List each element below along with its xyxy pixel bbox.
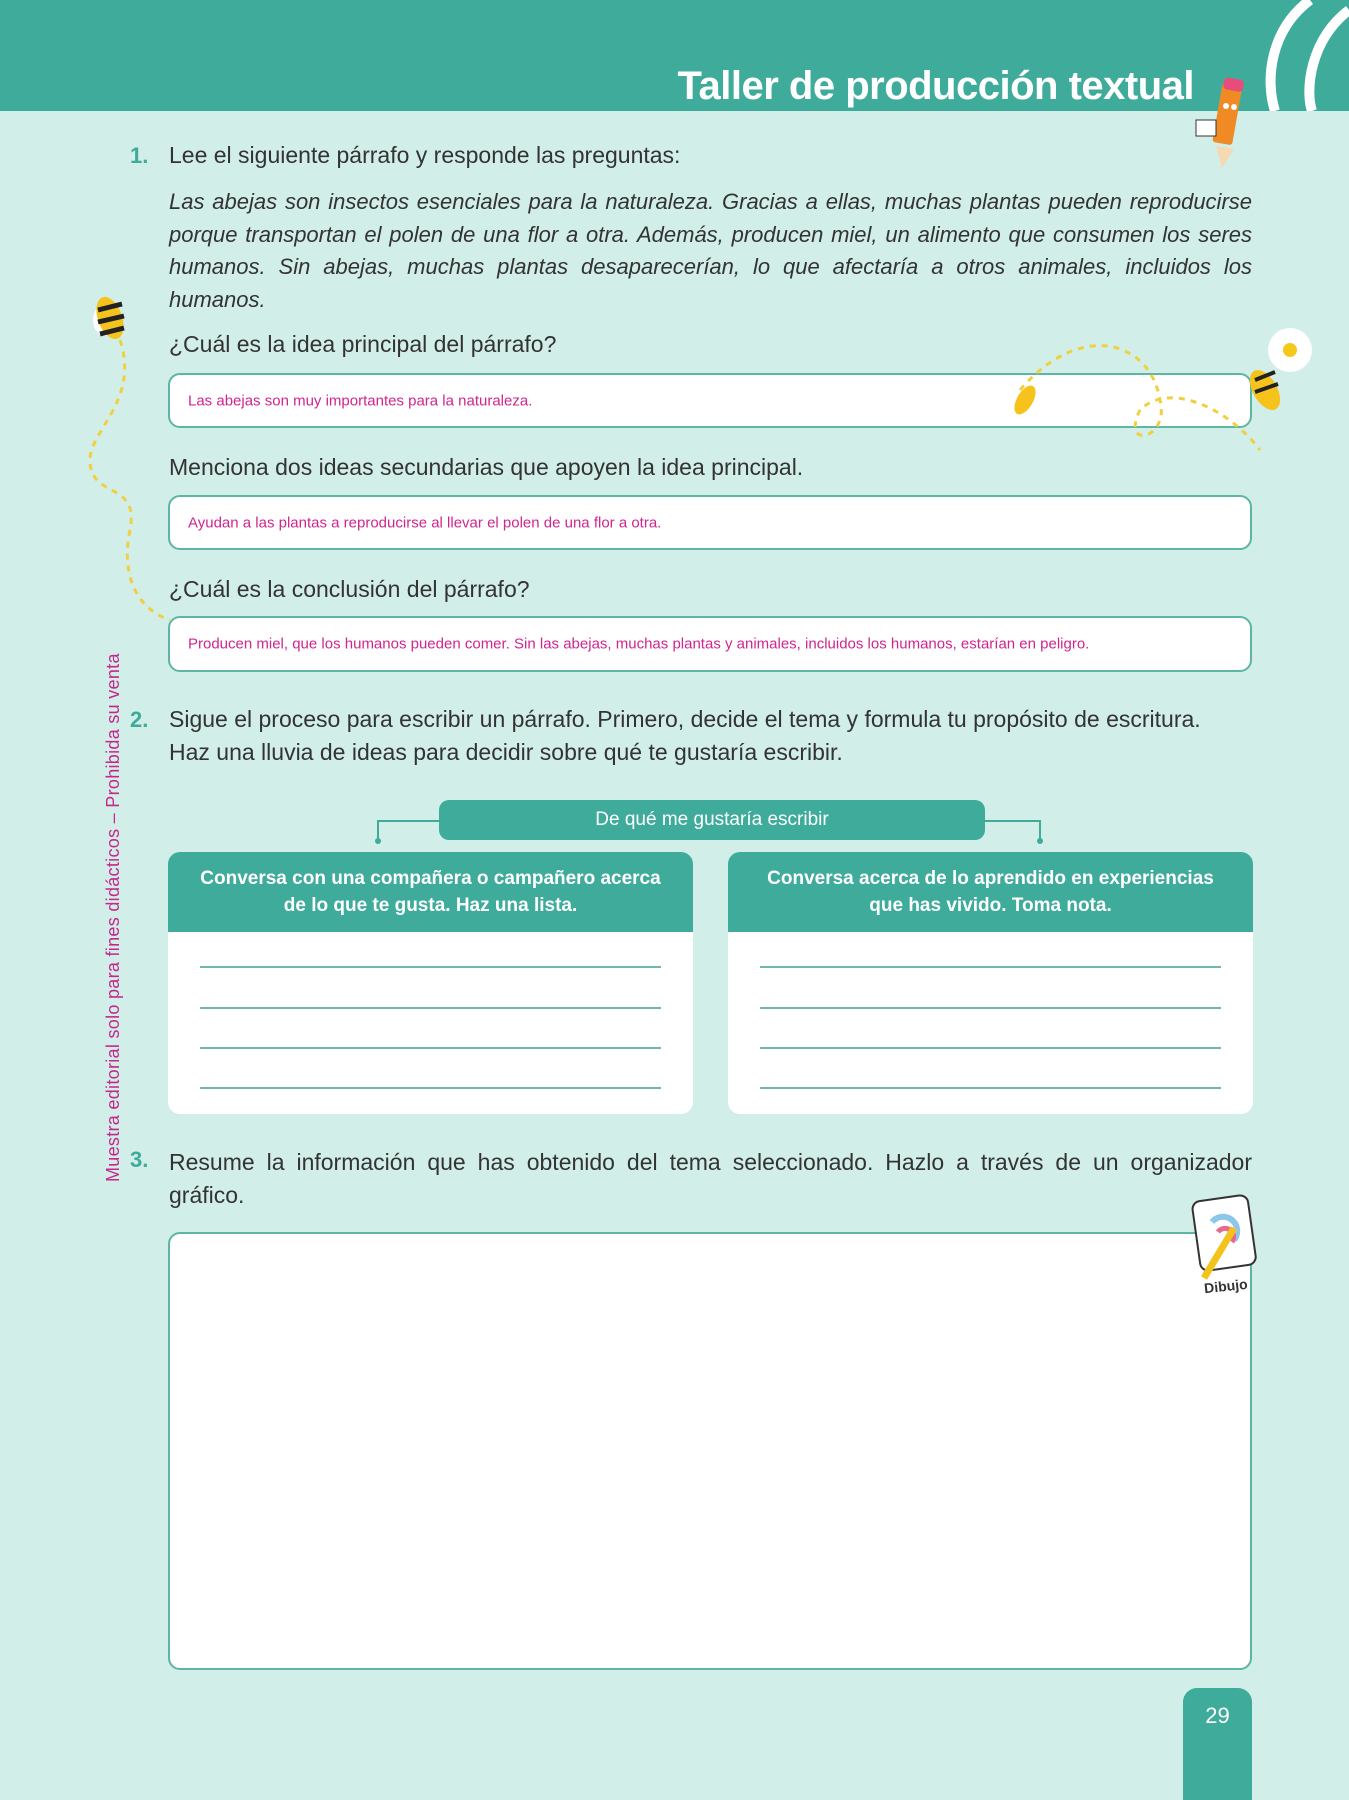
card-heading: Conversa con una compañera o campañero acerca de lo que te gusta. Haz una lista. — [168, 852, 693, 932]
side-notice: Muestra editorial solo para fines didácticos – Prohibida su venta — [103, 653, 123, 1182]
instruction: Sigue el proceso para escribir un párrafo. Primero, decide el tema y formula tu propósito de escritura. — [169, 706, 1201, 732]
organizer-title: De qué me gustaría escribir — [439, 800, 985, 840]
answer-text: Ayudan a las plantas a reproducirse al llevar el polen de una flor a otra. — [188, 514, 662, 531]
instruction: Haz una lluvia de ideas para decidir sobre qué te gustaría escribir. — [169, 739, 843, 765]
answer-field[interactable] — [168, 495, 1252, 550]
instruction: Lee el siguiente párrafo y responde las preguntas: — [169, 142, 681, 168]
brainstorm-card-left — [168, 852, 693, 1114]
writing-line[interactable] — [200, 1087, 661, 1089]
drawing-icon — [1184, 1192, 1264, 1282]
graphic-organizer-area[interactable] — [168, 1232, 1252, 1670]
decorative-arcs — [1250, 0, 1349, 111]
instruction: Resume la información que has obtenido del tema seleccionado. Hazlo a través de un organizador gráfico. — [169, 1149, 1252, 1208]
page-title: Taller de producción textual — [677, 64, 1194, 108]
item-number: 1. — [130, 143, 149, 168]
question: Menciona dos ideas secundarias que apoyen la idea principal. — [169, 454, 804, 480]
writing-line[interactable] — [200, 1007, 661, 1009]
bees-flower-icon — [1000, 320, 1330, 455]
drawing-badge — [1184, 1192, 1264, 1302]
drawing-label: Dibujo — [1203, 1275, 1249, 1297]
answer-field[interactable] — [168, 616, 1252, 672]
brainstorm-card-right — [728, 852, 1253, 1114]
bee-trail-icon — [70, 280, 170, 630]
reading-paragraph: Las abejas son insectos esenciales para la naturaleza. Gracias a ellas, muchas plantas pueden reproducirse porque transportan el polen de una flor a otra. Además, producen miel, un alimento que consumen los seres humanos. Sin abejas, muchas plantas desaparecerían, lo que afectaría a otros animales, incluidos los humanos. — [169, 189, 1252, 312]
item-number: 2. — [130, 707, 149, 732]
pencil-mascot-icon — [1192, 76, 1252, 172]
card-heading: Conversa acerca de lo aprendido en experiencias que has vivido. Toma nota. — [728, 852, 1253, 932]
answer-text: Producen miel, que los humanos pueden comer. Sin las abejas, muchas plantas y animales, incluidos los humanos, estarían en peligro. — [188, 635, 1090, 653]
writing-line[interactable] — [760, 966, 1221, 968]
writing-line[interactable] — [760, 1007, 1221, 1009]
writing-line[interactable] — [760, 1087, 1221, 1089]
writing-line[interactable] — [760, 1047, 1221, 1049]
question: ¿Cuál es la idea principal del párrafo? — [169, 331, 557, 357]
item-number: 3. — [130, 1147, 149, 1172]
page-number: 29 — [1183, 1688, 1252, 1800]
writing-line[interactable] — [200, 966, 661, 968]
writing-line[interactable] — [200, 1047, 661, 1049]
answer-text: Las abejas son muy importantes para la naturaleza. — [188, 392, 533, 409]
question: ¿Cuál es la conclusión del párrafo? — [169, 576, 530, 602]
